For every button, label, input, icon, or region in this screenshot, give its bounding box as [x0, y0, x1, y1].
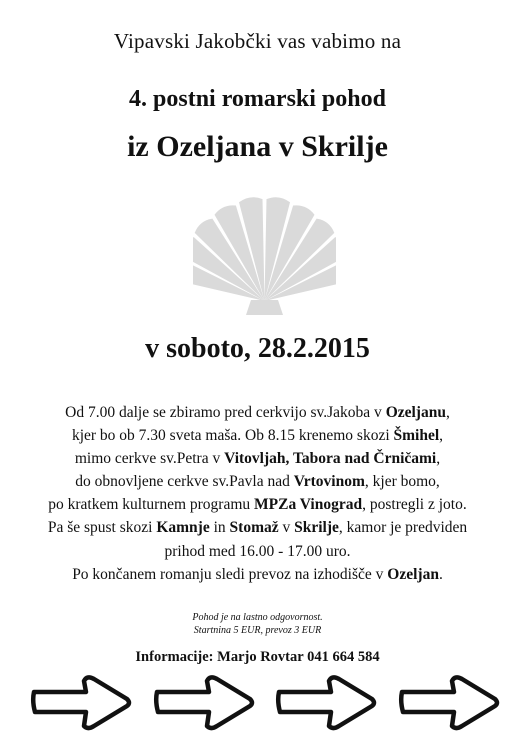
description-text: Od 7.00 dalje se zbiramo pred cerkvijo sv.Jakoba v	[65, 404, 386, 421]
place-name: Kamnje	[156, 519, 210, 537]
description-line	[0, 493, 515, 516]
description-text: in	[209, 519, 230, 537]
fee-note: Startnina 5 EUR, prevoz 3 EUR	[193, 625, 322, 636]
event-description	[0, 401, 515, 586]
place-name: Vitovljah, Tabora nad Črničami	[224, 450, 437, 468]
description-line	[0, 424, 515, 447]
description-text: Pa še spust skozi	[47, 519, 157, 537]
description-text: ,	[436, 450, 441, 468]
description-text: ,	[445, 404, 450, 421]
description-line	[0, 470, 515, 493]
description-line	[0, 516, 515, 539]
event-title: 4. postni romarski pohod	[129, 86, 386, 112]
event-route: iz Ozeljana v Skrilje	[127, 130, 388, 163]
scallop-shell-icon	[193, 197, 336, 317]
description-text: Po končanem romanju sledi prevoz na izhodišče v	[72, 565, 388, 583]
description-line	[0, 447, 515, 470]
description-text: do obnovljene cerkve sv.Pavla nad	[75, 473, 294, 491]
place-name: Skrilje	[294, 519, 339, 537]
invite-line: Vipavski Jakobčki vas vabimo na	[113, 29, 402, 53]
place-name: Vrtovinom	[293, 473, 365, 491]
description-line	[0, 401, 515, 424]
place-name: Ozeljanu	[385, 404, 446, 421]
place-name: Stomaž	[229, 519, 279, 537]
description-text: , kjer bomo,	[364, 473, 440, 491]
arrow-right-icon	[396, 674, 501, 732]
description-text: prihod med 16.00 - 17.00 uro.	[164, 542, 351, 560]
place-name: Šmihel	[393, 427, 440, 445]
description-text: .	[438, 565, 443, 583]
description-text: mimo cerkve sv.Petra v	[74, 450, 225, 468]
description-line	[0, 563, 515, 586]
arrow-right-icon	[273, 674, 378, 732]
place-name: Ozeljan	[387, 565, 439, 583]
event-date: v soboto, 28.2.2015	[145, 333, 370, 364]
responsibility-note: Pohod je na lastno odgovornost.	[192, 612, 323, 623]
description-line	[0, 540, 515, 563]
description-text: , postregli z joto.	[362, 496, 467, 514]
arrow-right-icon	[151, 674, 256, 732]
description-text: ,	[439, 427, 444, 445]
description-text: v	[278, 519, 295, 537]
arrow-right-icon	[28, 674, 133, 732]
description-text: po kratkem kulturnem programu	[48, 496, 255, 514]
description-text: , kamor je predviden	[338, 519, 468, 537]
place-name: MPZa Vinograd	[254, 496, 363, 514]
description-text: kjer bo ob 7.30 sveta maša. Ob 8.15 krenemo skozi	[71, 427, 394, 445]
contact-info: Informacije: Marjo Rovtar 041 664 584	[135, 649, 380, 665]
